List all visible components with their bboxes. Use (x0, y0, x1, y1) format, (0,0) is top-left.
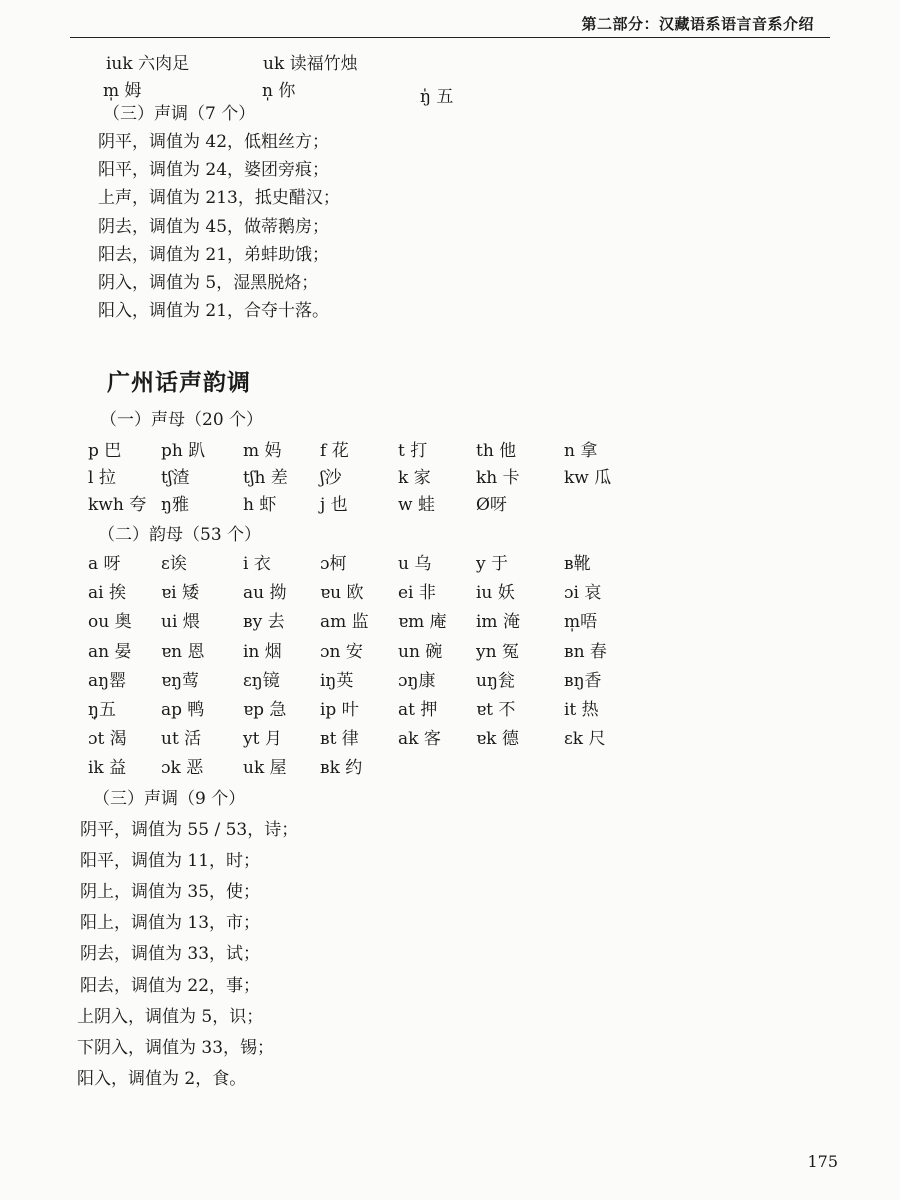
tone-line: 阳入，调值为 21，合夺十落。 (98, 301, 330, 322)
final-item: ʙy 去 (243, 612, 285, 633)
tone-line: 阴去，调值为 45，做蒂鹅房； (98, 216, 330, 237)
initial-item: kwh 夸 (88, 495, 147, 515)
initial-item: w 蛙 (398, 495, 435, 515)
initial-item: n 拿 (564, 441, 598, 461)
page-number: 175 (807, 1152, 838, 1171)
tone-line: 阴平，调值为 42，低粗丝方； (98, 132, 330, 152)
tone-line: 上声，调值为 213，抵史醋汉； (98, 188, 340, 209)
final-item: ɔi 哀 (564, 583, 602, 604)
initial-item: ph 趴 (161, 441, 206, 461)
final-item: ui 煨 (161, 612, 200, 633)
initial-item: m 妈 (243, 441, 282, 461)
tone-line: 阴平，调值为 55 / 53，诗； (80, 820, 299, 840)
final-item: ʙ靴 (564, 554, 591, 574)
section-title: 广州话声韵调 (107, 370, 251, 396)
final-item: am 监 (320, 612, 369, 633)
final-item: ou 奥 (88, 612, 132, 633)
final-item: a 呀 (88, 554, 121, 574)
final-item: m̩ 姆 (103, 81, 142, 101)
final-item: ɐu 欧 (320, 583, 364, 604)
initial-item: kh 卡 (476, 468, 520, 488)
initial-item: p 巴 (88, 441, 122, 461)
final-item: ŋ̩五 (88, 700, 116, 720)
final-item: y 于 (476, 554, 509, 574)
final-item: an 晏 (88, 641, 132, 662)
final-item: un 碗 (398, 641, 443, 662)
final-item: m̩唔 (564, 612, 598, 633)
final-item: ɐp 急 (243, 700, 287, 720)
initial-item: tʃ渣 (161, 468, 190, 488)
initial-item: f 花 (320, 441, 349, 461)
final-item: iu 妖 (476, 583, 515, 604)
finals-heading: （二）韵母（53 个） (98, 525, 262, 545)
initial-item: ŋ雅 (161, 495, 189, 515)
tone-line: 阴入，调值为 5，湿黑脱烙； (98, 273, 319, 293)
final-item: ɛk 尺 (564, 729, 606, 750)
final-item: ŋ̍ 五 (420, 87, 454, 107)
final-item: in 烟 (243, 641, 282, 662)
running-header-title: 第二部分：汉藏语系语言音系介绍 (581, 15, 814, 33)
final-item: ɔŋ康 (398, 670, 436, 691)
initial-item: l 拉 (88, 468, 116, 488)
final-item: ɐn 恩 (161, 641, 205, 662)
final-item: ɐi 矮 (161, 583, 199, 604)
final-item: at 押 (398, 700, 438, 720)
final-item: ɛ诶 (161, 554, 187, 574)
initial-item: k 家 (398, 468, 431, 488)
final-item: uk 读福竹烛 (263, 54, 358, 74)
tone-line: 阴上，调值为 35，使； (80, 882, 261, 903)
initial-item: Ø呀 (476, 495, 507, 515)
final-item: iŋ英 (320, 670, 354, 691)
final-item: it 热 (564, 700, 599, 720)
tones-heading: （三）声调（9 个） (93, 789, 246, 809)
final-item: ak 客 (398, 729, 441, 750)
final-item: ei 非 (398, 583, 436, 604)
tone-line: 上阴入，调值为 5，识； (77, 1006, 264, 1027)
final-item: uk 屋 (243, 758, 287, 779)
initial-item: tʃh 差 (243, 468, 288, 488)
tone-line: 阳去，调值为 22，事； (80, 975, 261, 996)
final-item: au 拗 (243, 583, 287, 604)
final-item: ɔ柯 (320, 554, 347, 574)
header-rule (70, 37, 830, 38)
tone-line: 阳平，调值为 11，时； (80, 851, 261, 872)
final-item: ai 挨 (88, 583, 126, 604)
final-item: u 乌 (398, 554, 432, 574)
final-item: i 衣 (243, 554, 271, 574)
final-item: ut 活 (161, 729, 202, 750)
final-item: ɐt 不 (476, 700, 516, 720)
tone-line: 阳平，调值为 24，婆团旁痕； (98, 160, 330, 181)
final-item: ik 益 (88, 758, 127, 779)
final-item: ʙn 春 (564, 641, 607, 662)
final-item: ʙt 律 (320, 729, 359, 750)
tone-line: 阳去，调值为 21，弟蚌助饿； (98, 244, 330, 265)
tone-line: 阳入，调值为 2，食。 (77, 1068, 247, 1089)
final-item: ap 鸭 (161, 700, 205, 720)
final-item: ʙk 约 (320, 758, 363, 779)
final-item: ɔk 恶 (161, 758, 204, 779)
tone-line: 下阴入，调值为 33，锡； (77, 1037, 275, 1058)
final-item: n̩ 你 (262, 81, 296, 101)
running-header (0, 0, 900, 44)
initial-item: h 虾 (243, 495, 277, 515)
initials-heading: （一）声母（20 个） (100, 410, 264, 430)
final-item: ɐŋ莺 (161, 670, 200, 691)
final-item: ʙŋ香 (564, 670, 602, 691)
initial-item: ʃ沙 (320, 468, 342, 488)
final-item: ɔn 安 (320, 641, 363, 662)
initial-item: th 他 (476, 441, 517, 461)
final-item: im 淹 (476, 612, 520, 633)
final-item: ɛŋ镜 (243, 670, 280, 691)
tones-heading: （三）声调（7 个） (103, 104, 256, 124)
final-item: uŋ瓮 (476, 670, 515, 691)
initial-item: kw 瓜 (564, 468, 612, 488)
final-item: yn 冤 (476, 641, 519, 662)
final-item: ɔt 渴 (88, 729, 127, 750)
tone-line: 阳上，调值为 13，市； (80, 913, 261, 934)
final-item: iuk 六肉足 (106, 54, 190, 74)
initial-item: j 也 (320, 495, 348, 515)
tone-line: 阴去，调值为 33，试； (80, 944, 261, 965)
final-item: aŋ罂 (88, 670, 127, 691)
initial-item: t 打 (398, 441, 428, 461)
final-item: ɐm 庵 (398, 612, 447, 633)
final-item: ɐk 德 (476, 729, 519, 750)
final-item: yt 月 (243, 729, 282, 750)
final-item: ip 叶 (320, 700, 359, 720)
